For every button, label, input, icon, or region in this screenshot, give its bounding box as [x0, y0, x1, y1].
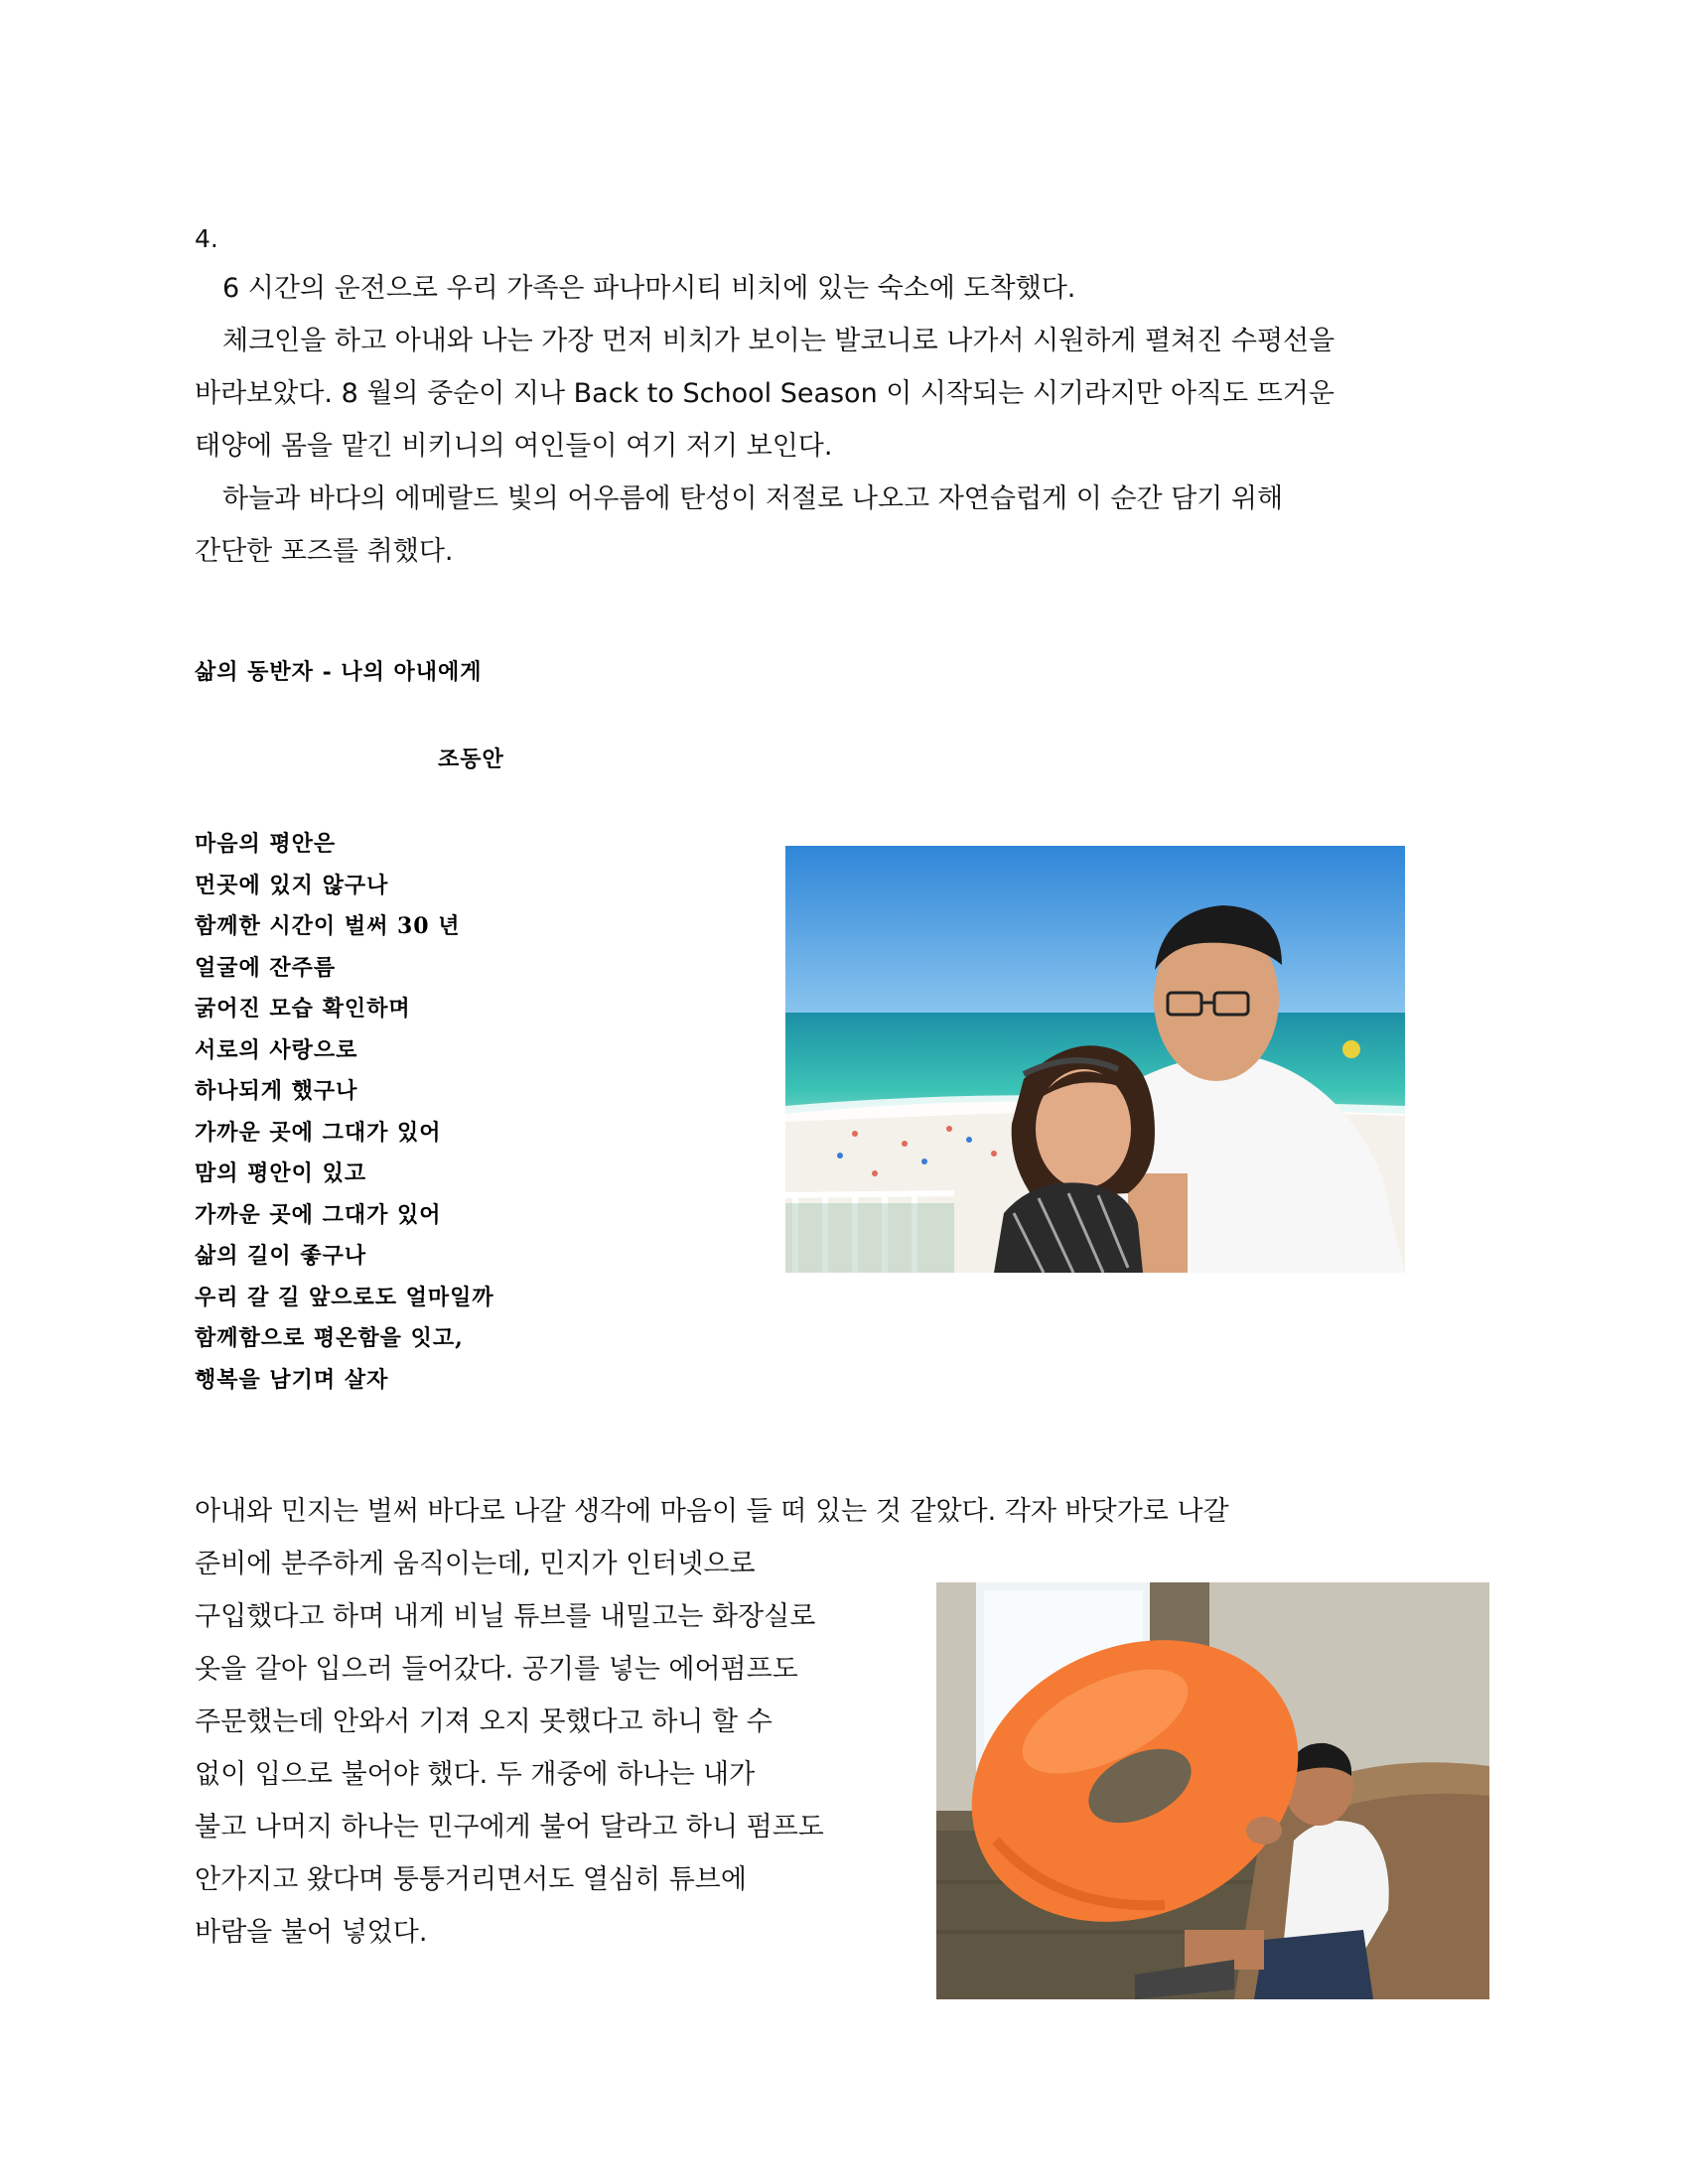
section-number: 4.	[195, 224, 218, 253]
intro-line: 체크인을 하고 아내와 나는 가장 먼저 비치가 보이는 발코니로 나가서 시원하게 펼쳐진 수평선을	[222, 326, 1336, 356]
poem-line: 얼굴에 잔주름	[195, 954, 337, 981]
inflatable-tube-photo	[936, 1582, 1489, 1999]
poem-line: 가까운 곳에 그대가 있어	[195, 1119, 442, 1146]
outro-line: 주문했는데 안와서 기져 오지 못했다고 하니 할 수	[195, 1706, 773, 1737]
intro-line: 간단한 포즈를 취했다.	[195, 536, 454, 567]
intro-line: 바라보았다. 8 월의 중순이 지나 Back to School Season 이 시작되는 시기라지만 아직도 뜨거운	[195, 378, 1335, 409]
poem-line: 굵어진 모습 확인하며	[195, 996, 411, 1022]
poem-author: 조동안	[438, 747, 504, 772]
outro-line: 구입했다고 하며 내게 비닐 튜브를 내밀고는 화장실로	[195, 1601, 816, 1632]
outro-line: 옷을 갈아 입으러 들어갔다. 공기를 넣는 에어펌프도	[195, 1654, 798, 1685]
beach-selfie-photo	[785, 846, 1405, 1273]
outro-line: 준비에 분주하게 움직이는데, 민지가 인터넷으로	[195, 1549, 756, 1579]
poem-line: 함께한 시간이 벌써 30 년	[195, 913, 461, 939]
intro-line: 하늘과 바다의 에메랄드 빛의 어우름에 탄성이 저절로 나오고 자연습럽게 이 순간 담기 위해	[222, 483, 1284, 514]
outro-line: 안가지고 왔다며 퉁퉁거리면서도 열심히 튜브에	[195, 1864, 747, 1895]
poem-line: 함께함으로 평온함을 잇고,	[195, 1325, 464, 1351]
intro-line: 6 시간의 운전으로 우리 가족은 파나마시티 비치에 있는 숙소에 도착했다.	[222, 273, 1076, 304]
poem-lines	[195, 824, 494, 1401]
intro-line: 태양에 몸을 맡긴 비키니의 여인들이 여기 저기 보인다.	[195, 431, 833, 462]
poem-line: 하나되게 했구나	[195, 1078, 358, 1104]
poem-line: 우리 갈 길 앞으로도 얼마일까	[195, 1284, 494, 1310]
poem-line: 마음의 평안은	[195, 831, 337, 857]
outro-line: 아내와 민지는 벌써 바다로 나갈 생각에 마음이 들 떠 있는 것 같았다. 각자 바닷가로 나갈	[195, 1496, 1229, 1527]
outro-line: 바람을 불어 넣었다.	[195, 1917, 428, 1948]
outro-line: 불고 나머지 하나는 민구에게 불어 달라고 하니 펌프도	[195, 1812, 824, 1843]
poem-line: 가까운 곳에 그대가 있어	[195, 1201, 442, 1228]
poem-line: 맘의 평안이 있고	[195, 1160, 367, 1186]
poem-line: 행복을 남기며 살자	[195, 1366, 389, 1393]
outro-line: 없이 입으로 불어야 했다. 두 개중에 하나는 내가	[195, 1759, 756, 1790]
poem-line: 먼곳에 있지 않구나	[195, 872, 389, 898]
poem-line: 삶의 길이 좋구나	[195, 1243, 367, 1269]
intro-text	[195, 262, 1525, 578]
poem-line: 서로의 사랑으로	[195, 1036, 358, 1063]
poem-title: 삶의 동반자 - 나의 아내에게	[195, 659, 483, 685]
